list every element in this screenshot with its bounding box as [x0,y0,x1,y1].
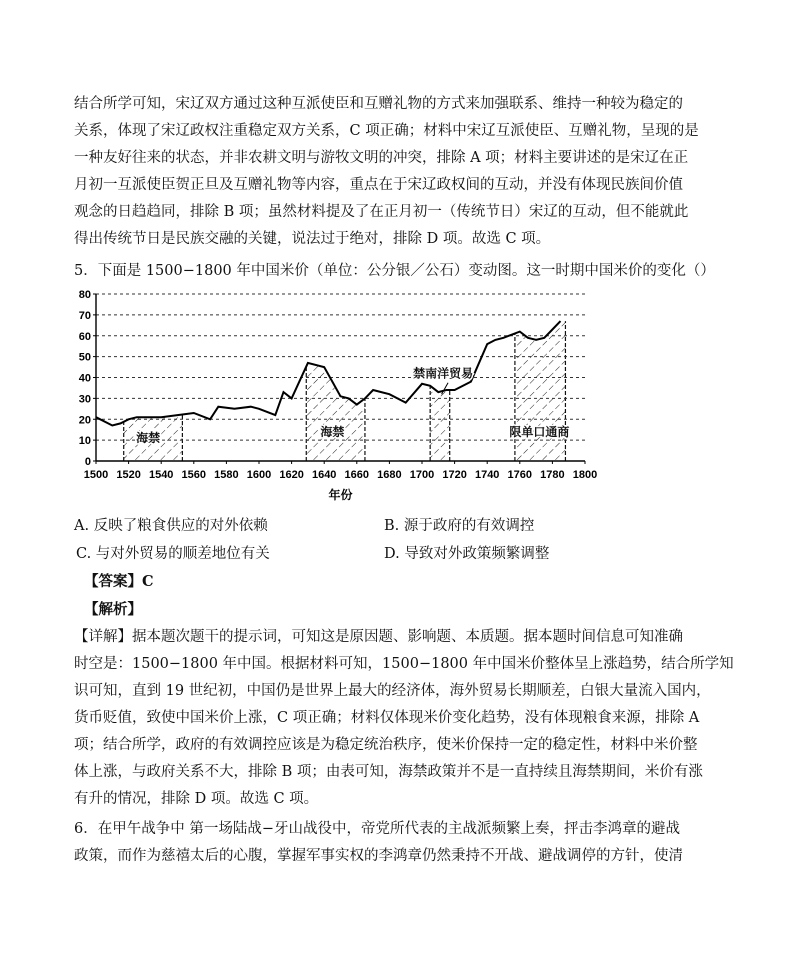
x-tick-label: 1660 [344,469,370,481]
q5-detail [74,624,734,813]
text-line: 有升的情况，排除 D 项。故选 C 项。 [74,791,319,807]
x-tick-label: 1760 [507,469,533,481]
q6-stem [74,816,683,870]
period-label: 海禁 [136,431,161,446]
y-tick-label: 0 [84,456,91,468]
period-label: 禁南洋贸易 [413,366,474,381]
shaded-period [430,386,450,461]
period-label: 海禁 [320,424,345,439]
y-tick-label: 10 [78,435,91,448]
text-line: 时空是：1500−1800 年中国。根据材料可知，1500−1800 年中国米价整体呈上涨趋势，结合所学知 [74,656,734,672]
text-line: 观念的日趋趋同，排除 B 项；虽然材料提及了在正月初一（传统节日）宋辽的互动，但不能就此 [74,204,689,220]
option-d[interactable]: D. 导致对外政策频繁调整 [384,546,550,562]
x-tick-label: 1600 [246,469,272,481]
y-tick-label: 30 [78,393,91,406]
x-tick-label: 1640 [311,469,337,481]
x-tick-label: 1740 [474,469,500,481]
x-tick-label: 1540 [148,469,174,481]
text-line: 结合所学可知，宋辽双方通过这种互派使臣和互赠礼物的方式来加强联系、维持一种较为稳定的 [74,96,683,112]
x-tick-label: 1520 [116,469,141,481]
x-tick-label: 1780 [540,469,565,481]
text-line: 6．在甲午战争中 第一场陆战−牙山战役中，帝党所代表的主战派频繁上奏，抨击李鸿章的避战 [74,821,680,837]
x-tick-label: 1700 [409,469,435,481]
y-tick-label: 40 [78,372,91,385]
text-line: 一种友好往来的状态，并非农耕文明与游牧文明的冲突，排除 A 项；材料主要讲述的是宋辽在正 [74,150,689,166]
y-tick-label: 80 [78,289,91,301]
x-tick-label: 1680 [377,469,402,481]
text-line: 【详解】据本题次题干的提示词，可知这是原因题、影响题、本质题。据本题时间信息可知准确 [74,629,683,645]
period-label: 限单口通商 [509,424,570,439]
answer-label: 【答案】C [84,573,154,590]
y-tick-label: 60 [78,330,91,343]
x-tick-label: 1800 [572,469,598,481]
x-axis-label: 年份 [328,488,353,502]
text-line: 体上涨，与政府关系不大，排除 B 项；由表可知，海禁政策并不是一直持续且海禁期间，米价有涨 [74,764,703,780]
text-line: 识可知，直到 19 世纪初，中国仍是世界上最大的经济体，海外贸易长期顺差，白银大量流入国内， [74,683,711,699]
q5-stem: 5．下面是 1500−1800 年中国米价（单位：公分银／公石）变动图。这一时期中国米价的变化（） [74,263,715,279]
x-tick-label: 1580 [214,469,239,481]
x-tick-label: 1560 [181,469,207,481]
x-tick-label: 1720 [442,469,467,481]
y-tick-label: 70 [78,309,91,322]
text-line: 政策，而作为慈禧太后的心腹，掌握军事实权的李鸿章仍然秉持不开战、避战调停的方针，使清 [74,848,683,864]
rice-price-chart [68,285,598,505]
option-c[interactable]: C. 与对外贸易的顺差地位有关 [76,546,270,562]
text-line: 关系，体现了宋辽政权注重稳定双方关系，C 项正确；材料中宋辽互派使臣、互赠礼物，呈现的是 [74,123,699,139]
y-tick-label: 20 [78,414,91,427]
option-a[interactable]: A. 反映了粮食供应的对外依赖 [74,518,268,534]
text-line: 货币贬值，致使中国米价上涨，C 项正确；材料仅体现米价变化趋势，没有体现粮食来源，排除 A [74,710,700,726]
text-line: 项；结合所学，政府的有效调控应该是为稳定统治秩序，使米价保持一定的稳定性，材料中米价整 [74,737,698,753]
text-line: 得出传统节日是民族交融的关键，说法过于绝对，排除 D 项。故选 C 项。 [74,231,551,247]
option-b[interactable]: B. 源于政府的有效调控 [384,518,535,534]
y-tick-label: 50 [78,351,91,364]
text-line: 月初一互派使臣贺正旦及互赠礼物等内容，重点在于宋辽政权间的互动，并没有体现民族间价值 [74,177,683,193]
x-tick-label: 1620 [279,469,304,481]
x-tick-label: 1500 [83,469,109,481]
prev-explanation [74,91,699,253]
analysis-label: 【解析】 [84,601,142,618]
